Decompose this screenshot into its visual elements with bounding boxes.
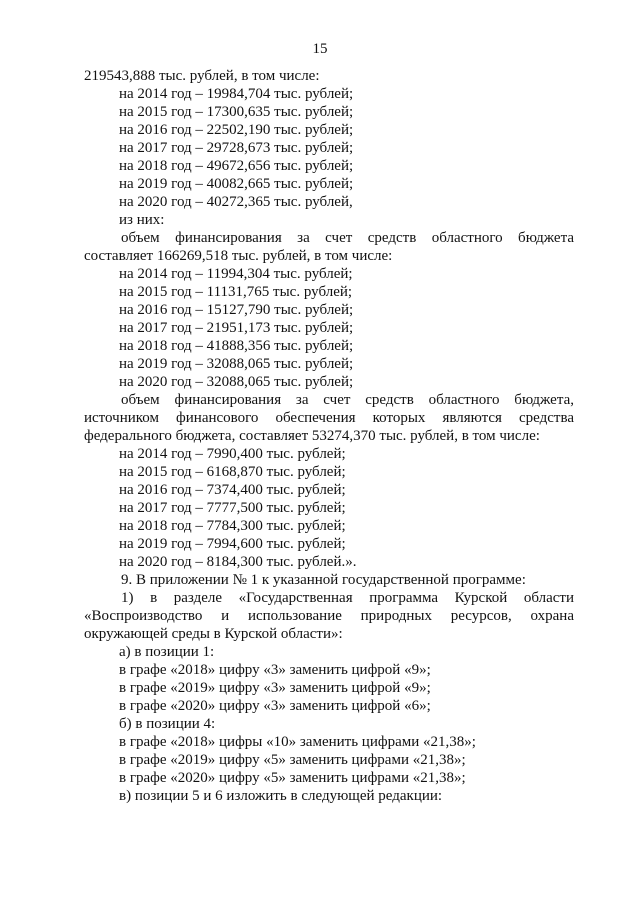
text-line: на 2018 год – 41888,356 тыс. рублей; xyxy=(119,338,354,354)
text-line: в графе «2018» цифру «3» заменить цифрой «9»; xyxy=(119,662,431,678)
text-line: объем финансирования за счет средств областного бюджета, xyxy=(121,392,574,408)
text-line: на 2018 год – 49672,656 тыс. рублей; xyxy=(119,158,354,174)
text-line: на 2015 год – 11131,765 тыс. рублей; xyxy=(119,284,353,300)
text-line: на 2014 год – 11994,304 тыс. рублей; xyxy=(119,266,353,282)
text-line: на 2020 год – 40272,365 тыс. рублей, xyxy=(119,194,353,210)
text-line: объем финансирования за счет средств областного бюджета xyxy=(121,230,574,246)
text-line: на 2016 год – 15127,790 тыс. рублей; xyxy=(119,302,354,318)
text-line: на 2018 год – 7784,300 тыс. рублей; xyxy=(119,518,346,534)
text-line: на 2020 год – 8184,300 тыс. рублей.». xyxy=(119,554,357,570)
text-line: в) позиции 5 и 6 изложить в следующей редакции: xyxy=(119,788,443,804)
text-line: на 2015 год – 6168,870 тыс. рублей; xyxy=(119,464,346,480)
text-line: б) в позиции 4: xyxy=(119,716,216,732)
text-line: на 2017 год – 29728,673 тыс. рублей; xyxy=(119,140,354,156)
text-line: 219543,888 тыс. рублей, в том числе: xyxy=(84,68,320,84)
text-line: на 2015 год – 17300,635 тыс. рублей; xyxy=(119,104,354,120)
text-line: на 2017 год – 21951,173 тыс. рублей; xyxy=(119,320,354,336)
text-line: составляет 166269,518 тыс. рублей, в том числе: xyxy=(84,248,393,264)
text-line: на 2019 год – 32088,065 тыс. рублей; xyxy=(119,356,354,372)
text-line: в графе «2019» цифру «5» заменить цифрами «21,38»; xyxy=(119,752,466,768)
text-line: а) в позиции 1: xyxy=(119,644,215,660)
text-line: в графе «2019» цифру «3» заменить цифрой «9»; xyxy=(119,680,431,696)
text-line: на 2017 год – 7777,500 тыс. рублей; xyxy=(119,500,346,516)
text-line: на 2019 год – 7994,600 тыс. рублей; xyxy=(119,536,346,552)
text-line: на 2016 год – 7374,400 тыс. рублей; xyxy=(119,482,346,498)
text-line: на 2014 год – 19984,704 тыс. рублей; xyxy=(119,86,354,102)
text-line: на 2014 год – 7990,400 тыс. рублей; xyxy=(119,446,346,462)
text-line: на 2019 год – 40082,665 тыс. рублей; xyxy=(119,176,354,192)
text-line: в графе «2020» цифру «5» заменить цифрами «21,38»; xyxy=(119,770,466,786)
text-line: 1) в разделе «Государственная программа Курской области xyxy=(121,590,574,606)
text-line: на 2016 год – 22502,190 тыс. рублей; xyxy=(119,122,354,138)
text-line: источником финансового обеспечения которых являются средства xyxy=(84,410,574,426)
text-line: окружающей среды в Курской области»: xyxy=(84,626,343,642)
text-line: в графе «2018» цифры «10» заменить цифрами «21,38»; xyxy=(119,734,476,750)
text-line: в графе «2020» цифру «3» заменить цифрой «6»; xyxy=(119,698,431,714)
page-number: 15 xyxy=(312,41,328,57)
text-line: «Воспроизводство и использование природных ресурсов, охрана xyxy=(84,608,574,624)
text-line: 9. В приложении № 1 к указанной государственной программе: xyxy=(121,572,526,588)
text-line: на 2020 год – 32088,065 тыс. рублей; xyxy=(119,374,354,390)
text-line: из них: xyxy=(119,212,165,228)
text-line: федерального бюджета, составляет 53274,370 тыс. рублей, в том числе: xyxy=(84,428,540,444)
document-body xyxy=(84,67,574,805)
